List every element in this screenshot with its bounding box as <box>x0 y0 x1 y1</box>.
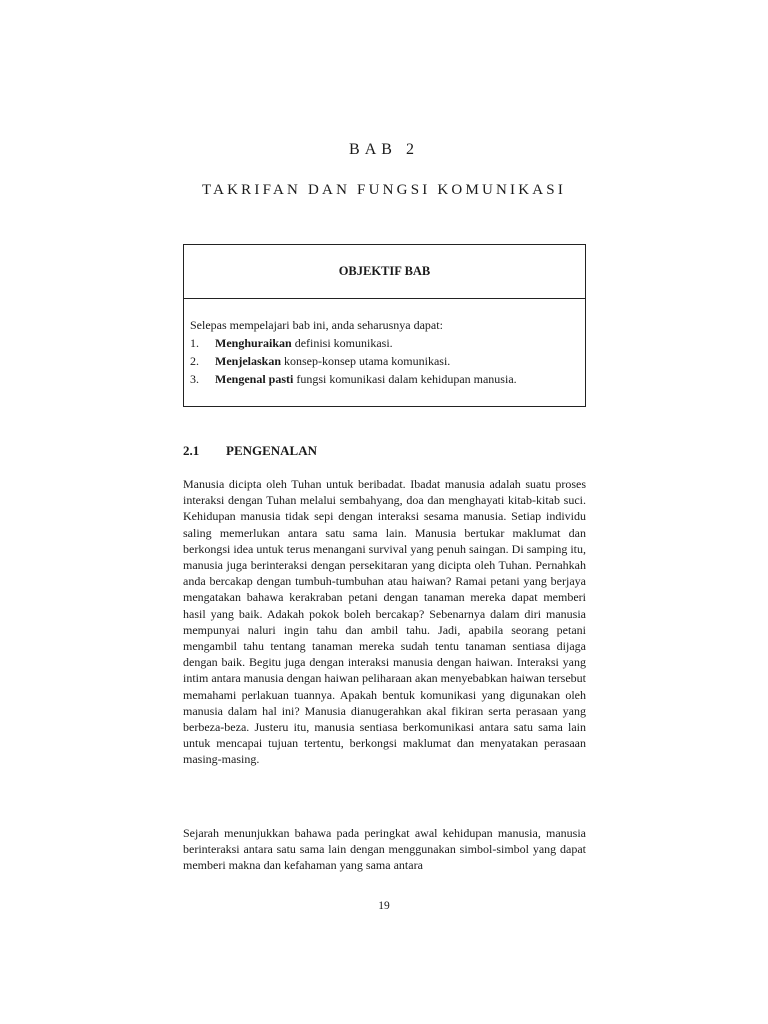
objective-verb: Mengenal pasti <box>215 372 294 386</box>
section-heading <box>183 443 317 459</box>
objectives-intro: Selepas mempelajari bab ini, anda seharusnya dapat: <box>190 318 443 332</box>
objective-rest: konsep-konsep utama komunikasi. <box>281 354 451 368</box>
objective-item <box>190 334 585 352</box>
page-number: 19 <box>378 900 390 912</box>
objective-item <box>190 370 585 388</box>
section-number: 2.1 <box>183 443 200 458</box>
chapter-title: TAKRIFAN DAN FUNGSI KOMUNIKASI <box>201 182 567 198</box>
objective-text <box>215 334 393 352</box>
objective-verb: Menghuraikan <box>215 336 292 350</box>
section-title: PENGENALAN <box>226 443 318 458</box>
body-paragraph: Manusia dicipta oleh Tuhan untuk beribadat. Ibadat manusia adalah suatu proses interaksi dengan Tuhan melalui sembahyang, doa dan menghayati kitab-kitab suci. Kehidupan manusia tidak sepi dengan interaksi sesama manusia. Setiap individu saling memerlukan antara satu sama lain. Manusia bertukar maklumat dan berkongsi idea untuk terus menangani survival yang penuh saingan. Di samping itu, manusia juga berinteraksi dengan persekitaran yang dicipta oleh Tuhan. Pernahkah anda bercakap dengan tumbuh-tumbuhan atau haiwan? Ramai petani yang berjaya mengatakan bahawa kerakraban petani dengan tanaman mereka dapat memberi hasil yang baik. Adakah pokok boleh bercakap? Sebenarnya dalam diri manusia mempunyai naluri ingin tahu dan ambil tahu. Jadi, apabila seorang petani mengambil tahu tentang tanaman mereka sudah tentu tanaman sentiasa dijaga dengan baik. Begitu juga dengan interaksi manusia dengan haiwan. Interaksi yang intim antara manusia dengan haiwan peliharaan akan menyebabkan haiwan tersebut memahami perlakuan tuannya. Apakah bentuk komunikasi yang digunakan oleh manusia dalam hal ini? Manusia dianugerahkan akal fikiran serta perasaan yang berbeza-beza. Justeru itu, manusia sentiasa berkomunikasi antara satu sama lain untuk mencapai tujuan tertentu, berkongsi maklumat dan menyatakan perasaan masing-masing. <box>183 477 586 767</box>
objective-number: 2. <box>190 354 199 368</box>
objective-number: 1. <box>190 336 199 350</box>
objective-item <box>190 352 585 370</box>
objective-text <box>215 352 450 370</box>
objectives-box <box>183 244 586 407</box>
body-paragraph: Sejarah menunjukkan bahawa pada peringkat awal kehidupan manusia, manusia berinteraksi antara satu sama lain dengan menggunakan simbol-simbol yang dapat memberi makna dan kefahaman yang sama antara <box>183 826 586 873</box>
objectives-heading: OBJEKTIF BAB <box>184 245 585 299</box>
objective-text <box>215 370 517 388</box>
objective-rest: definisi komunikasi. <box>291 336 393 350</box>
objective-number: 3. <box>190 372 199 386</box>
objectives-body <box>184 299 585 388</box>
objective-verb: Menjelaskan <box>215 354 281 368</box>
chapter-number: BAB 2 <box>349 141 419 158</box>
objective-rest: fungsi komunikasi dalam kehidupan manusia. <box>293 372 517 386</box>
